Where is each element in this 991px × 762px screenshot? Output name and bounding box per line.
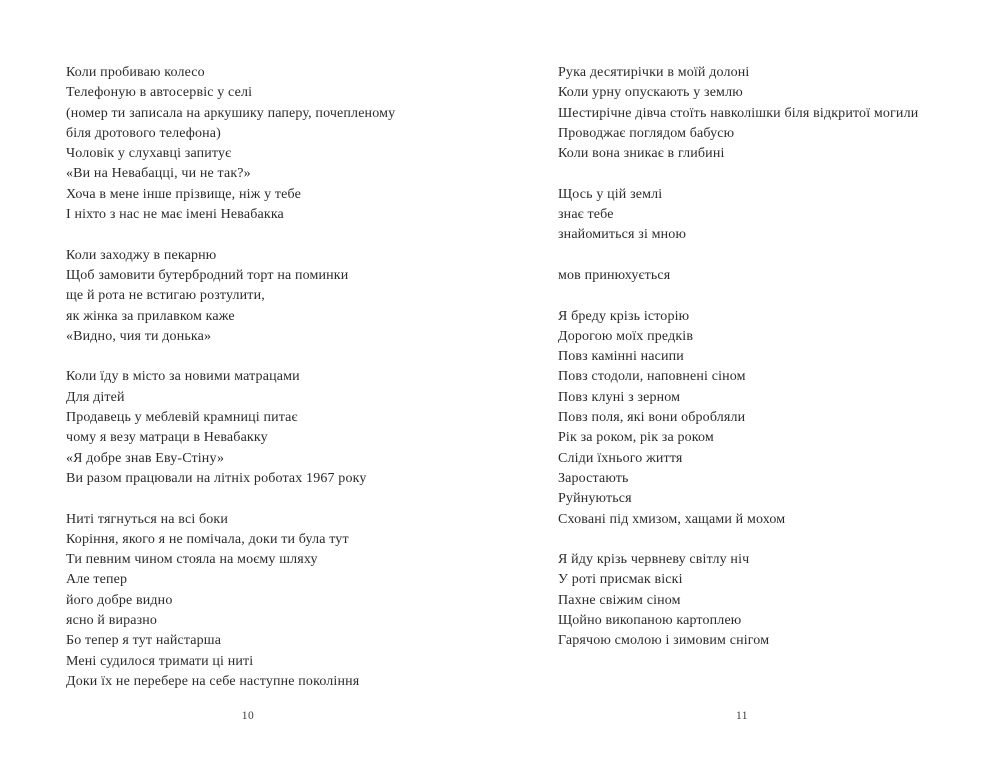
poem-line: Щоб замовити бутербродний торт на поминки — [66, 267, 349, 283]
left-page-number: 10 — [241, 710, 255, 722]
stanza — [558, 550, 918, 651]
poem-line: Коли вона зникає в глибині — [558, 146, 725, 162]
poem-line: Ти певним чином стояла на моєму шляху — [66, 552, 318, 568]
right-page-number: 11 — [735, 710, 749, 722]
poem-text-left — [66, 63, 395, 713]
poem-line: Сліди їхнього життя — [558, 450, 683, 466]
poem-line: Повз поля, які вони обробляли — [558, 410, 746, 426]
poem-line: Коли урну опускають у землю — [558, 85, 743, 101]
poem-line: Мені судилося тримати ці ниті — [66, 653, 254, 669]
poem-line: Бо тепер я тут найстарша — [66, 633, 222, 649]
stanza — [66, 63, 395, 225]
poem-line: У роті присмак віскі — [558, 572, 683, 588]
poem-line: Для дітей — [66, 389, 125, 405]
poem-line: Але тепер — [66, 572, 128, 588]
poem-line: І ніхто з нас не має імені Невабакка — [66, 207, 284, 223]
poem-line: Повз камінні насипи — [558, 349, 684, 365]
poem-line: його добре видно — [66, 592, 173, 608]
poem-line: ясно й виразно — [66, 613, 158, 629]
poem-line: Ви разом працювали на літніх роботах 1967 року — [66, 470, 367, 486]
poem-line: знає тебе — [558, 207, 614, 223]
poem-line: Повз клуні з зерном — [558, 389, 681, 405]
poem-line: «Ви на Невабацці, чи не так?» — [66, 166, 251, 182]
poem-line: Коли їду в місто за новими матрацами — [66, 369, 300, 385]
poem-line: Пахне свіжим сіном — [558, 592, 681, 608]
poem-line: Руйнуються — [558, 491, 632, 507]
poem-text-right — [558, 63, 918, 672]
poem-line: Коли пробиваю колесо — [66, 65, 205, 80]
poem-line: Рік за роком, рік за роком — [558, 430, 714, 446]
poem-line: ще й рота не встигаю розтулити, — [66, 288, 265, 304]
poem-line: Повз стодоли, наповнені сіном — [558, 369, 746, 385]
poem-line: Щойно викопаною картоплею — [558, 613, 742, 629]
poem-line: знайомиться зі мною — [558, 227, 687, 243]
poem-line: Телефоную в автосервіс у селі — [66, 85, 253, 101]
stanza — [558, 185, 918, 246]
poem-line: Проводжає поглядом бабусю — [558, 125, 735, 141]
poem-line: «Видно, чия ти донька» — [66, 328, 212, 344]
poem-line: Гарячою смолою і зимовим снігом — [558, 633, 770, 649]
poem-line: «Я добре знав Еву-Стіну» — [66, 450, 225, 466]
stanza — [558, 266, 918, 286]
poem-line: Ниті тягнуться на всі боки — [66, 511, 229, 527]
left-page — [0, 0, 495, 762]
stanza — [66, 510, 395, 693]
poem-line: мов принюхується — [558, 267, 671, 283]
stanza — [558, 307, 918, 530]
poem-line: Доки їх не перебере на себе наступне покоління — [66, 673, 360, 689]
poem-line: Я бреду крізь історію — [558, 308, 690, 324]
poem-line: як жінка за прилавком каже — [66, 308, 235, 324]
stanza — [66, 246, 395, 347]
right-page — [495, 0, 991, 762]
stanza — [558, 63, 918, 164]
poem-line: Коріння, якого я не помічала, доки ти була тут — [66, 531, 349, 547]
poem-line: Рука десятирічки в моїй долоні — [558, 65, 750, 80]
poem-line: (номер ти записала на аркушику паперу, почепленому — [66, 105, 396, 121]
poem-line: чому я везу матраци в Невабакку — [66, 430, 268, 446]
poem-line: Заростають — [558, 470, 629, 486]
poem-line: Щось у цій землі — [558, 186, 663, 202]
poem-line: Я йду крізь червневу світлу ніч — [558, 552, 750, 568]
poem-line: Чоловік у слухавці запитує — [66, 146, 232, 162]
poem-line: Продавець у меблевій крамниці питає — [66, 410, 298, 426]
poem-line: Сховані під хмизом, хащами й мохом — [558, 511, 786, 527]
stanza — [66, 367, 395, 489]
poem-line: Шестирічне дівча стоїть навколішки біля відкритої могили — [558, 105, 919, 121]
poem-line: Коли заходжу в пекарню — [66, 247, 217, 263]
poem-line: Дорогою моїх предків — [558, 328, 694, 344]
poem-line: біля дротового телефона) — [66, 125, 221, 141]
poem-line: Хоча в мене інше прізвище, ніж у тебе — [66, 186, 301, 202]
